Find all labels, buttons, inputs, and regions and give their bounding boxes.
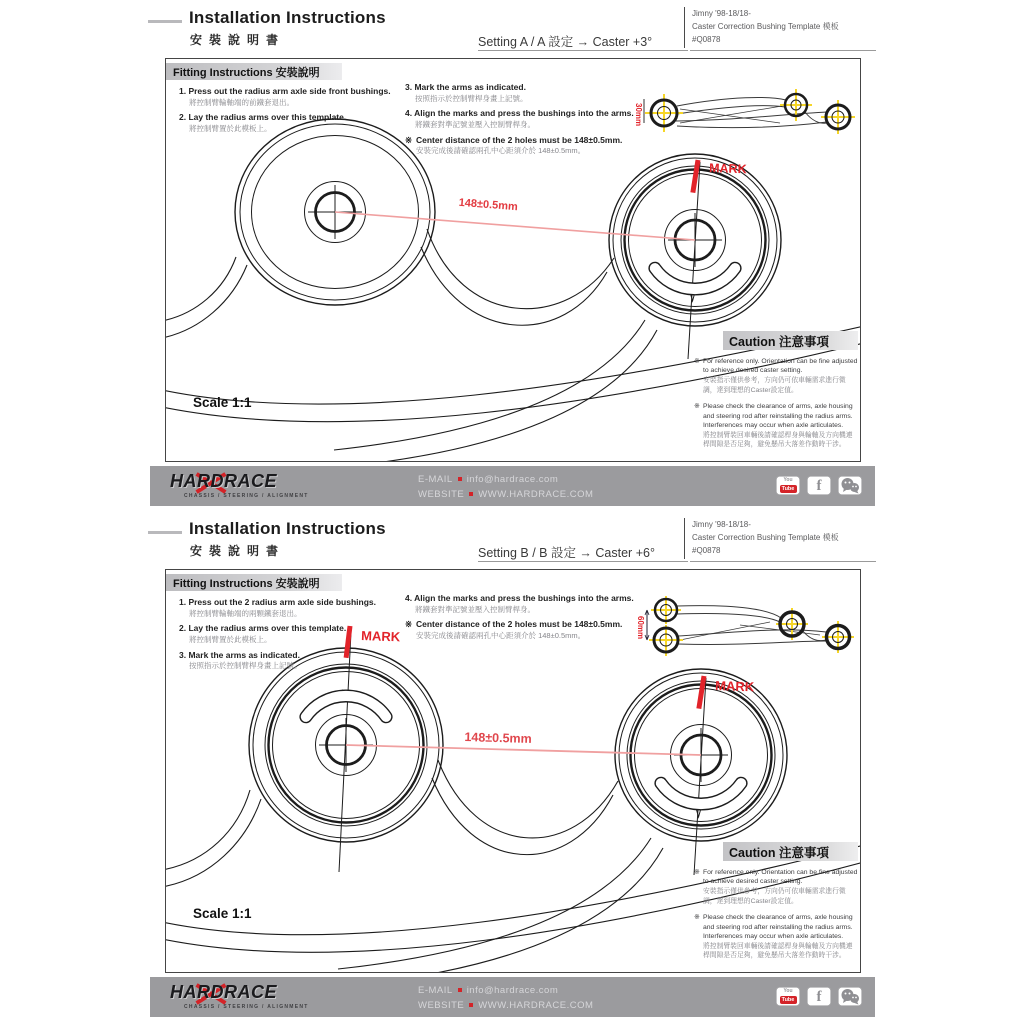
caution-heading: Caution 注意事項 bbox=[723, 331, 858, 350]
wechat-bubbles bbox=[838, 476, 862, 495]
facebook-f-glyph: f bbox=[816, 989, 822, 1005]
step-2-text: 2. Lay the radius arms over this template. bbox=[179, 112, 347, 123]
mark-label: MARK bbox=[708, 161, 747, 177]
email-label: E-MAIL bbox=[418, 985, 453, 996]
template-frame bbox=[165, 569, 861, 973]
step-2-text-chinese: 將控制臂置於此模板上。 bbox=[189, 635, 272, 644]
scale-label: Scale 1:1 bbox=[193, 395, 252, 410]
caution-note-2-text: Please check the clearance of arms, axle housing and steering rod after reinstalling the radius arms. Interferences may occur when axle articulates. bbox=[703, 403, 853, 429]
step-4 bbox=[405, 108, 649, 129]
wechat-icon bbox=[838, 476, 862, 495]
step-1 bbox=[179, 86, 401, 107]
youtube-you-text: You bbox=[783, 988, 793, 994]
dimension-line bbox=[346, 745, 701, 755]
product-underline bbox=[690, 50, 876, 51]
logo-wordmark: HARDRACE bbox=[170, 982, 277, 1002]
hardrace-logo bbox=[168, 470, 358, 502]
caution-note-1-text: For reference only. Orientation can be fine adjusted to achieve desired caster setting. bbox=[703, 869, 858, 886]
wechat-bubbles bbox=[838, 987, 862, 1006]
header-dash bbox=[148, 20, 182, 23]
note-text-chinese: 安裝完成後請確認兩孔中心距須介於 148±0.5mm。 bbox=[416, 631, 586, 640]
red-bullet bbox=[469, 1003, 473, 1007]
page-title-chinese: 安裝說明書 bbox=[190, 544, 286, 558]
step-3-text: 3. Mark the arms as indicated. bbox=[405, 82, 526, 92]
note-text: Center distance of the 2 holes must be 148±0.5mm. bbox=[416, 619, 623, 630]
page-title-chinese: 安裝說明書 bbox=[190, 33, 286, 47]
youtube-you-text: You bbox=[783, 477, 793, 483]
product-name: Caster Correction Bushing Template 模板 bbox=[692, 533, 839, 543]
facebook-icon bbox=[807, 987, 831, 1006]
website-label: WEBSITE bbox=[418, 1000, 465, 1012]
step-1-text: 1. Press out the radius arm axle side front bushings. bbox=[179, 86, 391, 96]
email-value: info@hardrace.com bbox=[466, 985, 559, 996]
caution-bullet: ※ bbox=[694, 403, 700, 411]
caution-bullet: ※ bbox=[694, 869, 700, 876]
center-distance-note bbox=[405, 619, 649, 640]
caution-note-1 bbox=[694, 868, 858, 906]
contact-block bbox=[418, 983, 593, 1013]
logo-tagline: CHASSIS / STEERING / ALIGNMENT bbox=[184, 1004, 309, 1010]
product-info bbox=[692, 7, 839, 47]
caution-note-1-chinese: 安裝指示僅供參考，方向仍可依車輛需求進行微調，達到理想的Caster設定值。 bbox=[703, 377, 846, 394]
email-label: E-MAIL bbox=[418, 474, 453, 485]
brand-footer bbox=[150, 466, 875, 506]
header-divider bbox=[684, 7, 685, 48]
step-1-text: 1. Press out the 2 radius arm axle side bushings. bbox=[179, 597, 376, 607]
caution-note-2 bbox=[694, 402, 858, 450]
steps-column-left bbox=[179, 597, 401, 676]
product-code: #Q0878 bbox=[692, 35, 721, 45]
hardrace-logo bbox=[168, 981, 358, 1013]
caution-bullet: ※ bbox=[694, 358, 700, 365]
step-3-text: 3. Mark the arms as indicated. bbox=[179, 649, 300, 660]
facebook-icon bbox=[807, 476, 831, 495]
note-bullet: ※ bbox=[405, 134, 413, 145]
dimension-label: 148±0.5mm bbox=[458, 196, 519, 214]
header-divider bbox=[684, 518, 685, 559]
email-value: info@hardrace.com bbox=[466, 474, 559, 485]
header-dash bbox=[148, 531, 182, 534]
caution-note-2-text: Please check the clearance of arms, axle housing and steering rod after reinstalling the radius arms. Interferences may occur when axle articulates. bbox=[703, 914, 853, 940]
brand-footer bbox=[150, 977, 875, 1017]
product-model: Jimny '98-18/18- bbox=[692, 9, 751, 18]
product-info bbox=[692, 518, 839, 558]
caution-box bbox=[690, 331, 858, 457]
dimension-line bbox=[335, 212, 695, 240]
red-bullet bbox=[458, 477, 462, 481]
youtube-icon bbox=[776, 476, 800, 495]
caution-note-2-chinese: 將控制臂裝回車輛後請確認桿身與輪軸及方向機連桿間隙是否足夠，避免懸吊大落差作動時干涉。 bbox=[703, 942, 853, 960]
mark-label: MARK bbox=[714, 678, 755, 695]
step-2-text: 2. Lay the radius arms over this template. bbox=[179, 623, 347, 634]
steps-column-right bbox=[405, 593, 649, 646]
red-bullet bbox=[469, 492, 473, 496]
dimension-label: 148±0.5mm bbox=[464, 730, 532, 746]
section-setting-b bbox=[0, 511, 1024, 1024]
step-1-text-chinese: 將控制臂輪軸端的前鐵套退出。 bbox=[189, 97, 294, 107]
radius-arm-side-view bbox=[620, 594, 858, 666]
product-code: #Q0878 bbox=[692, 546, 721, 556]
caution-bullet: ※ bbox=[694, 914, 700, 922]
radius-arm-side-view bbox=[620, 83, 858, 155]
website-label: WEBSITE bbox=[418, 489, 465, 501]
youtube-tube-badge: Tube bbox=[780, 485, 797, 493]
step-4-text-chinese: 將鐵套對準記號並壓入控制臂桿身。 bbox=[415, 120, 535, 129]
contact-block bbox=[418, 472, 593, 502]
step-4-text: 4. Align the marks and press the bushings into the arms. bbox=[405, 593, 634, 603]
step-3 bbox=[405, 82, 649, 103]
template-frame bbox=[165, 58, 861, 462]
logo-wordmark: HARDRACE bbox=[170, 471, 277, 491]
mark-label: MARK bbox=[360, 628, 401, 645]
step-4-text: 4. Align the marks and press the bushings into the arms. bbox=[405, 108, 634, 119]
caution-note-1 bbox=[694, 357, 858, 395]
step-2 bbox=[179, 623, 401, 644]
caution-box bbox=[690, 842, 858, 968]
setting-underline bbox=[478, 561, 688, 562]
setting-underline bbox=[478, 50, 688, 51]
youtube-icon bbox=[776, 987, 800, 1006]
fitting-instructions-heading: Fitting Instructions 安裝說明 bbox=[166, 574, 342, 591]
steps-column-left bbox=[179, 86, 401, 139]
offset-dimension-label: 30mm bbox=[634, 103, 643, 127]
step-1-text-chinese: 將控制臂輪軸端的兩顆鐵套退出。 bbox=[189, 608, 302, 618]
youtube-tube-badge: Tube bbox=[780, 996, 797, 1004]
step-2-text-chinese: 將控制臂置於此模板上。 bbox=[189, 124, 272, 133]
website-value: WWW.HARDRACE.COM bbox=[478, 489, 594, 501]
caution-note-2 bbox=[694, 913, 858, 961]
caution-notes bbox=[690, 357, 858, 450]
caution-heading: Caution 注意事項 bbox=[723, 842, 858, 861]
page-title: Installation Instructions bbox=[189, 8, 386, 27]
product-underline bbox=[690, 561, 876, 562]
red-bullet bbox=[458, 988, 462, 992]
page-title: Installation Instructions bbox=[189, 519, 386, 538]
website-value: WWW.HARDRACE.COM bbox=[478, 1000, 594, 1012]
step-4 bbox=[405, 593, 649, 614]
social-icons bbox=[776, 987, 862, 1006]
offset-dimension-label: 60mm bbox=[636, 616, 645, 640]
caution-note-1-chinese: 安裝指示僅供參考，方向仍可依車輛需求進行微調，達到理想的Caster設定值。 bbox=[703, 888, 846, 905]
step-3-text-chinese: 按照指示於控制臂桿身畫上記號。 bbox=[189, 661, 302, 671]
setting-label: Setting B / B 設定 → Caster +6° bbox=[478, 546, 655, 560]
caution-note-2-chinese: 將控制臂裝回車輛後請確認桿身與輪軸及方向機連桿間隙是否足夠，避免懸吊大落差作動時干涉。 bbox=[703, 431, 853, 449]
center-distance-note bbox=[405, 135, 649, 156]
product-model: Jimny '98-18/18- bbox=[692, 520, 751, 529]
caution-notes bbox=[690, 868, 858, 961]
product-name: Caster Correction Bushing Template 模板 bbox=[692, 22, 839, 32]
caution-note-1-text: For reference only. Orientation can be fine adjusted to achieve desired caster setting. bbox=[703, 358, 858, 375]
facebook-f-glyph: f bbox=[816, 478, 822, 494]
fitting-instructions-heading: Fitting Instructions 安裝說明 bbox=[166, 63, 342, 80]
wechat-icon bbox=[838, 987, 862, 1006]
note-bullet: ※ bbox=[405, 619, 413, 630]
note-text-chinese: 安裝完成後請確認兩孔中心距須介於 148±0.5mm。 bbox=[416, 146, 586, 156]
note-text: Center distance of the 2 holes must be 148±0.5mm. bbox=[416, 134, 623, 145]
step-3 bbox=[179, 650, 401, 671]
step-1 bbox=[179, 597, 401, 618]
step-4-text-chinese: 將鐵套對準記號並壓入控制臂桿身。 bbox=[415, 604, 535, 614]
social-icons bbox=[776, 476, 862, 495]
scale-label: Scale 1:1 bbox=[193, 906, 252, 921]
logo-tagline: CHASSIS / STEERING / ALIGNMENT bbox=[184, 493, 309, 499]
step-2 bbox=[179, 112, 401, 133]
step-3-text-chinese: 按照指示於控制臂桿身畫上記號。 bbox=[415, 93, 528, 103]
setting-label: Setting A / A 設定 → Caster +3° bbox=[478, 35, 653, 49]
steps-column-right bbox=[405, 82, 649, 161]
